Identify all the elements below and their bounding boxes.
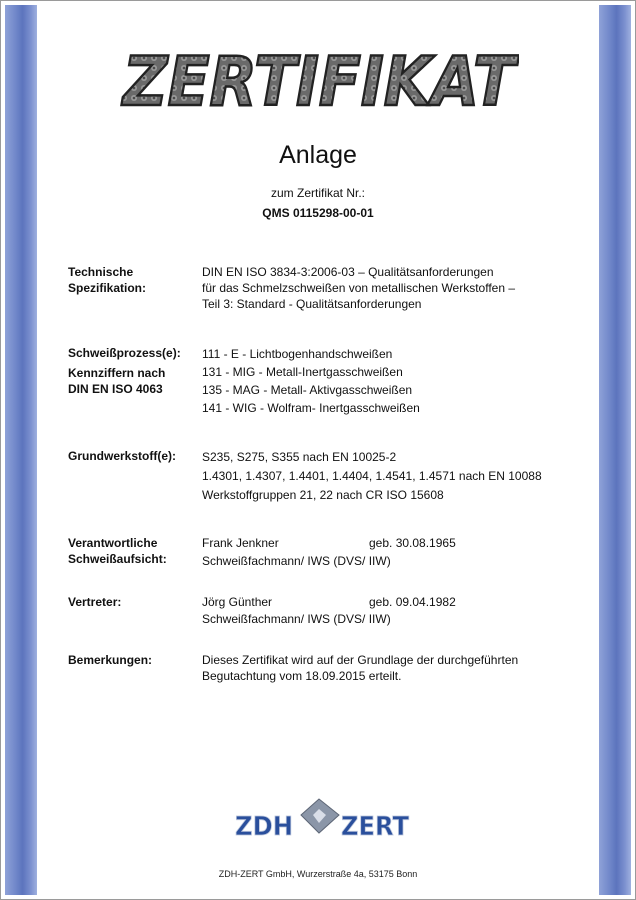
- right-decorative-bar: [599, 5, 631, 895]
- deputy-label: Vertreter:: [68, 595, 122, 609]
- zdh-logo-right: ZERT: [341, 812, 410, 842]
- remarks-label: Bemerkungen:: [68, 653, 153, 667]
- process-item: 135 - MAG - Metall- Aktivgasschweißen: [202, 383, 413, 397]
- deputy-birthdate: geb. 09.04.1982: [369, 595, 456, 609]
- page-title: Anlage: [279, 141, 357, 169]
- cert-ref-label: zum Zertifikat Nr.:: [270, 186, 365, 200]
- process-item: 141 - WIG - Wolfram- Inertgasschweißen: [202, 401, 420, 415]
- process-item: 111 - E - Lichtbogenhandschweißen: [202, 347, 393, 361]
- zdh-zert-logo: [223, 793, 413, 843]
- tech-spec-value: DIN EN ISO 3834-3:2006-03 – Qualitätsanforderungen für das Schmelzschweißen von metallischen Werkstoffen – Teil 3: Standard - Qualitätsanforderungen: [202, 265, 516, 311]
- material-list: S235, S275, S355 nach EN 10025-2 1.4301, 1.4307, 1.4401, 1.4404, 1.4541, 1.4571 nach EN 10088 Werkstoffgruppen 21, 22 nach CR ISO 15608: [202, 450, 542, 502]
- process-label: Schweißprozess(e): Kennziffern nach DIN EN ISO 4063: [68, 346, 181, 396]
- material-label: Grundwerkstoff(e):: [68, 449, 176, 463]
- left-decorative-bar: [5, 5, 37, 895]
- cert-number: QMS 0115298-00-01: [262, 206, 374, 220]
- logo-text: ZERTIFIKAT: [121, 43, 519, 113]
- supervisor-role: Schweißfachmann/ IWS (DVS/ IIW): [202, 554, 391, 568]
- process-item: 131 - MIG - Metall-Inertgasschweißen: [202, 365, 403, 379]
- footer-address: ZDH-ZERT GmbH, Wurzerstraße 4a, 53175 Bonn: [218, 869, 418, 879]
- deputy-role: Schweißfachmann/ IWS (DVS/ IIW): [202, 612, 391, 626]
- supervisor-birthdate: geb. 30.08.1965: [369, 536, 456, 550]
- deputy-name: Jörg Günther: [202, 595, 273, 609]
- supervisor-label: Verantwortliche Schweißaufsicht:: [68, 536, 167, 566]
- zdh-logo-left: ZDH: [235, 812, 293, 842]
- supervisor-name: Frank Jenkner: [202, 536, 279, 550]
- process-list: [202, 345, 420, 417]
- zertifikat-logo: [119, 43, 519, 113]
- tech-spec-label: Technische Spezifikation:: [68, 265, 147, 295]
- remarks-text: Dieses Zertifikat wird auf der Grundlage der durchgeführten Begutachtung vom 18.09.2015 erteilt.: [202, 653, 519, 683]
